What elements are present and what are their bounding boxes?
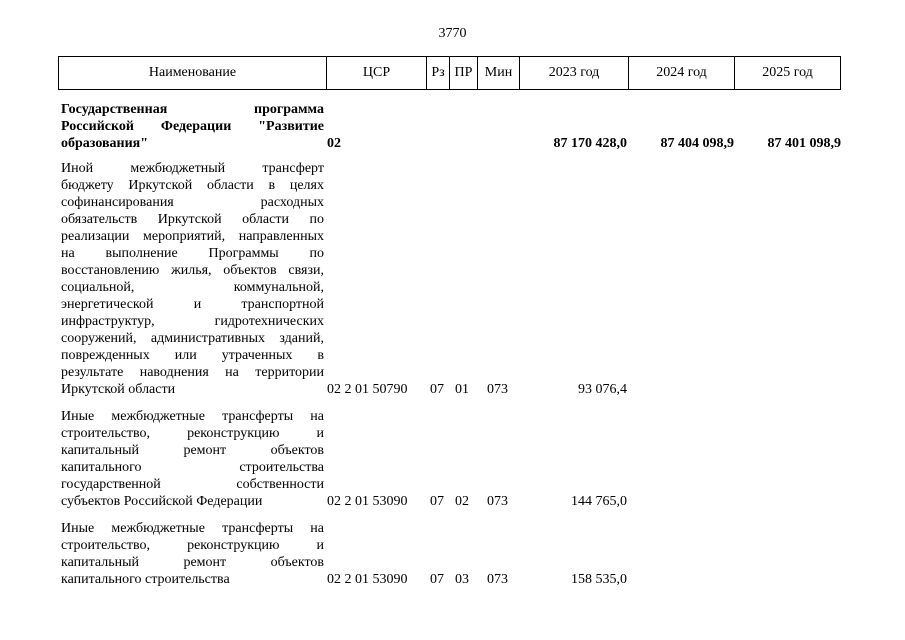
- cell-min: 073: [487, 382, 508, 397]
- cell-y2023: 144 765,0: [571, 494, 627, 509]
- cell-y2023: 158 535,0: [571, 572, 627, 587]
- cell-pr: 02: [455, 494, 469, 509]
- row-name-line: софинансирования расходных: [61, 195, 324, 210]
- header-2025: 2025 год: [762, 65, 813, 80]
- row-name-line: Иркутской области: [61, 382, 176, 397]
- table-header: [58, 56, 841, 90]
- row-name-line: строительство, реконструкцию и: [61, 426, 324, 441]
- cell-min: 073: [487, 494, 508, 509]
- cell-rz: 07: [430, 572, 444, 587]
- row-name-line: инфраструктур, гидротехнических: [61, 314, 324, 329]
- cell-pr: 03: [455, 572, 469, 587]
- cell-min: 073: [487, 572, 508, 587]
- cell-rz: 07: [430, 382, 444, 397]
- cell-rz: 07: [430, 494, 444, 509]
- row-name-line: строительство, реконструкцию и: [61, 538, 324, 553]
- row-name-line: Государственная программа: [61, 102, 324, 117]
- row-name-line: обязательств Иркутской области по: [61, 212, 324, 227]
- row-name-line: результате наводнения на территории: [61, 365, 324, 380]
- row-name-line: реализации мероприятий, направленных: [61, 229, 324, 244]
- row-name-line: энергетической и транспортной: [61, 297, 324, 312]
- cell-csr: 02 2 01 53090: [327, 494, 408, 509]
- header-name: Наименование: [59, 57, 327, 89]
- row-name: [61, 408, 324, 510]
- cell-csr: 02 2 01 53090: [327, 572, 408, 587]
- page-number: 3770: [438, 26, 467, 41]
- cell-y2023: 87 170 428,0: [553, 136, 627, 151]
- header-pr: ПР: [450, 57, 478, 89]
- row-name-line: Иной межбюджетный трансферт: [61, 161, 324, 176]
- row-name-line: социальной, коммунальной,: [61, 280, 324, 295]
- row-name-line: капитальный ремонт объектов: [61, 555, 324, 570]
- header-2023: 2023 год: [520, 57, 629, 89]
- cell-y2023: 93 076,4: [578, 382, 627, 397]
- row-name-line: восстановлению жилья, объектов связи,: [61, 263, 324, 278]
- row-name-line: сооружений, административных зданий,: [61, 331, 324, 346]
- row-name-line: Иные межбюджетные трансферты на: [61, 521, 324, 536]
- row-name-line: государственной собственности: [61, 477, 324, 492]
- row-name-line: капитального строительства: [61, 460, 324, 475]
- row-name-line: на выполнение Программы по: [61, 246, 324, 261]
- row-name-line: поврежденных или утраченных в: [61, 348, 324, 363]
- row-name: [61, 160, 324, 398]
- header-min: Мин: [478, 57, 520, 89]
- row-name-line: капитальный ремонт объектов: [61, 443, 324, 458]
- row-name-line: бюджету Иркутской области в целях: [61, 178, 324, 193]
- row-name-line: образования": [61, 136, 149, 151]
- cell-y2024: 87 404 098,9: [660, 136, 734, 151]
- header-csr: ЦСР: [327, 57, 427, 89]
- row-name-line: Российской Федерации "Развитие: [61, 119, 324, 134]
- row-name-line: субъектов Российской Федерации: [61, 494, 263, 509]
- header-rz: Рз: [427, 57, 450, 89]
- row-name: [61, 101, 324, 152]
- cell-csr: 02: [327, 136, 341, 151]
- cell-pr: 01: [455, 382, 469, 397]
- cell-y2025: 87 401 098,9: [767, 136, 841, 151]
- header-2024: 2024 год: [629, 57, 735, 89]
- row-name-line: капитального строительства: [61, 572, 230, 587]
- row-name: [61, 520, 324, 588]
- cell-csr: 02 2 01 50790: [327, 382, 408, 397]
- row-name-line: Иные межбюджетные трансферты на: [61, 409, 324, 424]
